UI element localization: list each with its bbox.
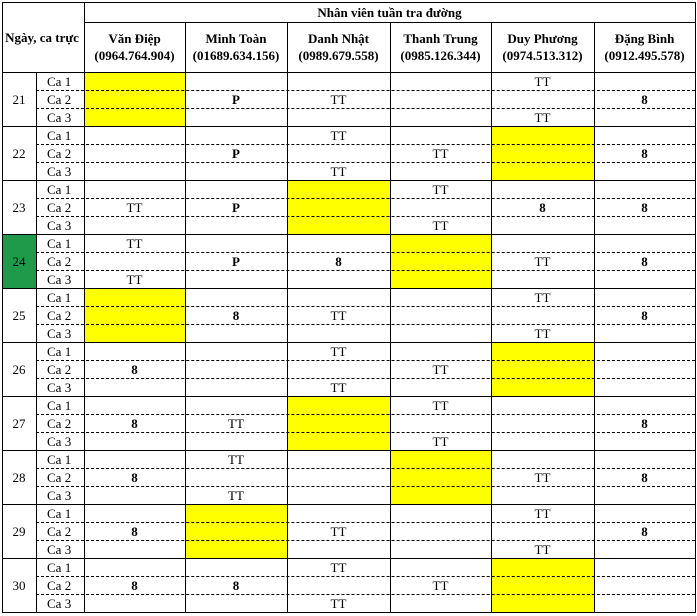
day-divider bbox=[2, 612, 696, 613]
shift-label: Ca 2 bbox=[47, 469, 72, 485]
duty-cell: TT bbox=[126, 235, 143, 251]
shift-label: Ca 3 bbox=[47, 595, 72, 611]
shift-label: Ca 1 bbox=[47, 181, 72, 197]
shift-label: Ca 3 bbox=[47, 541, 72, 557]
duty-cell: 8 bbox=[641, 523, 648, 539]
duty-cell bbox=[491, 144, 594, 162]
duty-cell bbox=[84, 396, 185, 414]
duty-cell: TT bbox=[534, 541, 551, 557]
shift-label: Ca 2 bbox=[47, 91, 72, 107]
duty-cell bbox=[390, 378, 491, 396]
duty-cell: TT bbox=[126, 271, 143, 287]
duty-cell bbox=[84, 486, 185, 504]
duty-cell bbox=[594, 234, 695, 252]
duty-cell bbox=[84, 90, 185, 108]
duty-cell: TT bbox=[432, 145, 449, 161]
duty-cell bbox=[491, 558, 594, 576]
duty-cell bbox=[185, 288, 287, 306]
duty-cell bbox=[390, 108, 491, 126]
duty-cell bbox=[84, 252, 185, 270]
duty-cell bbox=[287, 486, 390, 504]
duty-cell bbox=[390, 198, 491, 216]
duty-cell bbox=[390, 306, 491, 324]
duty-cell bbox=[84, 324, 185, 342]
duty-cell bbox=[287, 72, 390, 90]
duty-cell bbox=[491, 270, 594, 288]
staff-phone: (0974.513.312) bbox=[502, 48, 583, 63]
shift-label: Ca 1 bbox=[47, 451, 72, 467]
duty-cell bbox=[287, 108, 390, 126]
staff-header-4 bbox=[491, 22, 594, 72]
duty-cell bbox=[287, 216, 390, 234]
day-shift-header: Ngày, ca trực bbox=[5, 29, 79, 45]
staff-name: Danh Nhật bbox=[307, 31, 370, 46]
duty-cell bbox=[84, 72, 185, 90]
shift-label: Ca 2 bbox=[47, 415, 72, 431]
duty-cell bbox=[491, 396, 594, 414]
duty-cell bbox=[390, 324, 491, 342]
duty-cell bbox=[390, 252, 491, 270]
duty-cell: TT bbox=[330, 307, 347, 323]
duty-cell bbox=[594, 108, 695, 126]
duty-cell bbox=[84, 162, 185, 180]
table-top-border bbox=[2, 2, 696, 3]
duty-cell bbox=[287, 450, 390, 468]
shift-label: Ca 2 bbox=[47, 361, 72, 377]
duty-cell bbox=[185, 324, 287, 342]
duty-cell bbox=[84, 342, 185, 360]
duty-cell bbox=[594, 378, 695, 396]
duty-cell bbox=[287, 198, 390, 216]
duty-cell bbox=[390, 594, 491, 612]
shift-label: Ca 1 bbox=[47, 289, 72, 305]
shift-label: Ca 2 bbox=[47, 307, 72, 323]
duty-cell bbox=[390, 126, 491, 144]
staff-header-0 bbox=[84, 22, 185, 72]
staff-header-2 bbox=[287, 22, 390, 72]
staff-name: Thanh Trung bbox=[403, 31, 478, 46]
header-bottom-border bbox=[2, 72, 696, 73]
column-divider bbox=[390, 22, 391, 613]
duty-cell bbox=[185, 378, 287, 396]
duty-cell bbox=[491, 414, 594, 432]
duty-cell bbox=[185, 72, 287, 90]
staff-phone: (0912.495.578) bbox=[604, 48, 685, 63]
duty-cell: 8 bbox=[335, 253, 342, 269]
duty-cell bbox=[491, 234, 594, 252]
day-number: 30 bbox=[12, 577, 26, 593]
duty-cell bbox=[185, 360, 287, 378]
day-number: 29 bbox=[12, 523, 26, 539]
duty-cell: P bbox=[232, 199, 240, 215]
duty-cell bbox=[185, 540, 287, 558]
duty-cell bbox=[185, 594, 287, 612]
duty-cell bbox=[594, 486, 695, 504]
shift-label: Ca 2 bbox=[47, 577, 72, 593]
duty-cell bbox=[594, 396, 695, 414]
duty-cell bbox=[185, 180, 287, 198]
duty-cell bbox=[185, 162, 287, 180]
duty-cell bbox=[185, 432, 287, 450]
duty-cell bbox=[491, 306, 594, 324]
duty-cell: TT bbox=[534, 469, 551, 485]
duty-cell bbox=[185, 342, 287, 360]
duty-cell: TT bbox=[330, 343, 347, 359]
duty-cell bbox=[287, 270, 390, 288]
duty-cell bbox=[594, 504, 695, 522]
duty-cell bbox=[390, 270, 491, 288]
duty-cell bbox=[390, 522, 491, 540]
duty-cell bbox=[287, 504, 390, 522]
duty-cell: TT bbox=[228, 415, 244, 431]
duty-cell bbox=[390, 234, 491, 252]
day-number: 23 bbox=[12, 199, 26, 215]
shift-label: Ca 3 bbox=[47, 217, 72, 233]
duty-cell: 8 bbox=[641, 469, 648, 485]
duty-cell: TT bbox=[534, 505, 551, 521]
duty-cell: 8 bbox=[641, 253, 648, 269]
duty-cell: 8 bbox=[232, 307, 240, 323]
day-number: 26 bbox=[12, 361, 26, 377]
day-number: 24 bbox=[12, 253, 26, 269]
duty-cell bbox=[84, 450, 185, 468]
duty-cell bbox=[594, 432, 695, 450]
shift-label: Ca 1 bbox=[47, 343, 72, 359]
duty-cell: 8 bbox=[131, 415, 138, 431]
duty-cell: TT bbox=[432, 217, 449, 233]
duty-cell bbox=[84, 306, 185, 324]
duty-cell: TT bbox=[432, 577, 449, 593]
duty-cell: 8 bbox=[232, 577, 240, 593]
duty-cell bbox=[390, 342, 491, 360]
shift-label: Ca 2 bbox=[47, 145, 72, 161]
duty-cell bbox=[491, 594, 594, 612]
duty-cell: TT bbox=[534, 253, 551, 269]
shift-label: Ca 3 bbox=[47, 163, 72, 179]
duty-cell bbox=[594, 162, 695, 180]
duty-cell bbox=[84, 216, 185, 234]
shift-label: Ca 3 bbox=[47, 379, 72, 395]
duty-cell bbox=[287, 468, 390, 486]
duty-cell bbox=[390, 540, 491, 558]
duty-cell: P bbox=[232, 145, 240, 161]
duty-cell: TT bbox=[534, 109, 551, 125]
duty-cell bbox=[287, 396, 390, 414]
duty-cell: P bbox=[232, 91, 240, 107]
duty-cell bbox=[594, 558, 695, 576]
duty-cell bbox=[185, 468, 287, 486]
duty-cell bbox=[84, 378, 185, 396]
duty-cell bbox=[594, 288, 695, 306]
duty-cell: TT bbox=[330, 523, 347, 539]
duty-cell bbox=[491, 450, 594, 468]
duty-cell: TT bbox=[432, 181, 449, 197]
duty-cell bbox=[594, 126, 695, 144]
shift-label: Ca 2 bbox=[47, 523, 72, 539]
duty-cell: TT bbox=[534, 325, 551, 341]
duty-cell bbox=[390, 450, 491, 468]
staff-phone: (01689.634.156) bbox=[192, 48, 280, 63]
duty-cell: TT bbox=[534, 289, 551, 305]
duty-cell: TT bbox=[126, 199, 143, 215]
duty-cell bbox=[185, 522, 287, 540]
shift-label: Ca 3 bbox=[47, 433, 72, 449]
duty-cell bbox=[491, 162, 594, 180]
shift-label: Ca 3 bbox=[47, 109, 72, 125]
duty-cell: 8 bbox=[539, 199, 546, 215]
staff-phone: (0989.679.558) bbox=[298, 48, 379, 63]
staff-name: Duy Phương bbox=[507, 31, 578, 46]
column-divider bbox=[84, 2, 85, 613]
staff-name: Văn Điệp bbox=[108, 31, 161, 46]
duty-cell bbox=[390, 558, 491, 576]
shift-label: Ca 3 bbox=[47, 487, 72, 503]
duty-cell: TT bbox=[432, 433, 449, 449]
duty-cell bbox=[594, 450, 695, 468]
duty-cell: TT bbox=[330, 127, 347, 143]
shift-label: Ca 1 bbox=[47, 127, 72, 143]
duty-cell: 8 bbox=[131, 577, 138, 593]
duty-cell bbox=[491, 432, 594, 450]
duty-cell: TT bbox=[330, 595, 347, 611]
duty-cell bbox=[594, 540, 695, 558]
duty-cell: 8 bbox=[641, 91, 648, 107]
duty-cell bbox=[84, 540, 185, 558]
duty-cell bbox=[287, 144, 390, 162]
duty-cell bbox=[491, 90, 594, 108]
duty-cell bbox=[390, 162, 491, 180]
duty-cell bbox=[594, 576, 695, 594]
duty-cell: P bbox=[232, 253, 240, 269]
shift-label: Ca 2 bbox=[47, 253, 72, 269]
duty-cell: TT bbox=[330, 163, 347, 179]
duty-cell bbox=[287, 234, 390, 252]
duty-cell bbox=[287, 576, 390, 594]
duty-cell bbox=[185, 270, 287, 288]
day-number: 28 bbox=[12, 469, 26, 485]
shift-label: Ca 1 bbox=[47, 559, 72, 575]
duty-cell bbox=[287, 180, 390, 198]
duty-cell: 8 bbox=[131, 361, 138, 377]
duty-cell bbox=[287, 414, 390, 432]
staff-phone: (0964.764.904) bbox=[94, 48, 175, 63]
duty-cell bbox=[287, 360, 390, 378]
staff-group-header: Nhân viên tuần tra đường bbox=[317, 4, 462, 20]
duty-cell: 8 bbox=[641, 199, 648, 215]
staff-header-3 bbox=[390, 22, 491, 72]
duty-cell bbox=[594, 342, 695, 360]
day-number: 27 bbox=[12, 415, 26, 431]
duty-cell bbox=[84, 108, 185, 126]
day-number: 25 bbox=[12, 307, 26, 323]
column-divider bbox=[491, 22, 492, 613]
staff-header-5 bbox=[594, 22, 695, 72]
shift-label: Ca 1 bbox=[47, 73, 72, 89]
day-number: 21 bbox=[12, 91, 26, 107]
duty-cell: TT bbox=[228, 451, 244, 467]
duty-cell: 8 bbox=[641, 145, 648, 161]
duty-cell bbox=[185, 216, 287, 234]
staff-name: Minh Toàn bbox=[205, 31, 267, 46]
duty-cell bbox=[594, 324, 695, 342]
duty-cell bbox=[491, 126, 594, 144]
duty-cell: TT bbox=[432, 361, 449, 377]
duty-cell: TT bbox=[534, 73, 551, 89]
duty-cell: TT bbox=[330, 559, 347, 575]
duty-cell bbox=[491, 378, 594, 396]
duty-cell bbox=[84, 432, 185, 450]
duty-cell bbox=[390, 72, 491, 90]
column-divider bbox=[185, 22, 186, 613]
duty-cell bbox=[84, 558, 185, 576]
column-divider bbox=[695, 2, 696, 613]
duty-cell bbox=[287, 540, 390, 558]
duty-cell bbox=[287, 288, 390, 306]
duty-cell bbox=[594, 180, 695, 198]
duty-cell bbox=[185, 396, 287, 414]
shift-label: Ca 1 bbox=[47, 505, 72, 521]
duty-cell bbox=[84, 288, 185, 306]
duty-cell bbox=[84, 144, 185, 162]
shift-label: Ca 2 bbox=[47, 199, 72, 215]
duty-cell bbox=[491, 360, 594, 378]
duty-cell bbox=[594, 216, 695, 234]
duty-cell bbox=[594, 270, 695, 288]
duty-cell bbox=[185, 234, 287, 252]
duty-cell bbox=[84, 504, 185, 522]
staff-phone: (0985.126.344) bbox=[400, 48, 481, 63]
duty-cell bbox=[84, 126, 185, 144]
duty-cell bbox=[84, 594, 185, 612]
duty-cell: TT bbox=[330, 91, 347, 107]
duty-cell: TT bbox=[228, 487, 244, 503]
staff-header-1 bbox=[185, 22, 287, 72]
day-number: 22 bbox=[12, 145, 26, 161]
duty-cell bbox=[594, 360, 695, 378]
duty-cell bbox=[594, 72, 695, 90]
shift-label: Ca 1 bbox=[47, 397, 72, 413]
duty-cell bbox=[185, 108, 287, 126]
duty-cell bbox=[390, 504, 491, 522]
duty-cell: TT bbox=[330, 379, 347, 395]
duty-cell bbox=[287, 432, 390, 450]
duty-cell bbox=[491, 522, 594, 540]
duty-cell bbox=[491, 342, 594, 360]
duty-cell bbox=[390, 468, 491, 486]
duty-cell: 8 bbox=[641, 307, 648, 323]
staff-name: Đặng Bình bbox=[614, 31, 675, 46]
duty-cell bbox=[491, 180, 594, 198]
duty-cell bbox=[491, 216, 594, 234]
duty-cell: 8 bbox=[131, 469, 138, 485]
duty-cell bbox=[390, 486, 491, 504]
duty-cell bbox=[390, 90, 491, 108]
shift-label: Ca 3 bbox=[47, 271, 72, 287]
duty-cell: 8 bbox=[641, 415, 648, 431]
duty-cell bbox=[185, 126, 287, 144]
duty-cell bbox=[185, 504, 287, 522]
duty-cell bbox=[491, 576, 594, 594]
duty-cell bbox=[594, 594, 695, 612]
duty-cell: TT bbox=[432, 397, 449, 413]
duty-cell: 8 bbox=[131, 523, 138, 539]
duty-cell bbox=[491, 486, 594, 504]
duty-cell bbox=[185, 558, 287, 576]
duty-cell bbox=[390, 288, 491, 306]
column-divider bbox=[594, 22, 595, 613]
day-column-divider bbox=[36, 72, 37, 613]
shift-label: Ca 3 bbox=[47, 325, 72, 341]
duty-cell bbox=[287, 324, 390, 342]
duty-cell bbox=[84, 180, 185, 198]
column-divider bbox=[287, 22, 288, 613]
shift-label: Ca 1 bbox=[47, 235, 72, 251]
table-left-border bbox=[2, 2, 3, 613]
duty-cell bbox=[390, 414, 491, 432]
